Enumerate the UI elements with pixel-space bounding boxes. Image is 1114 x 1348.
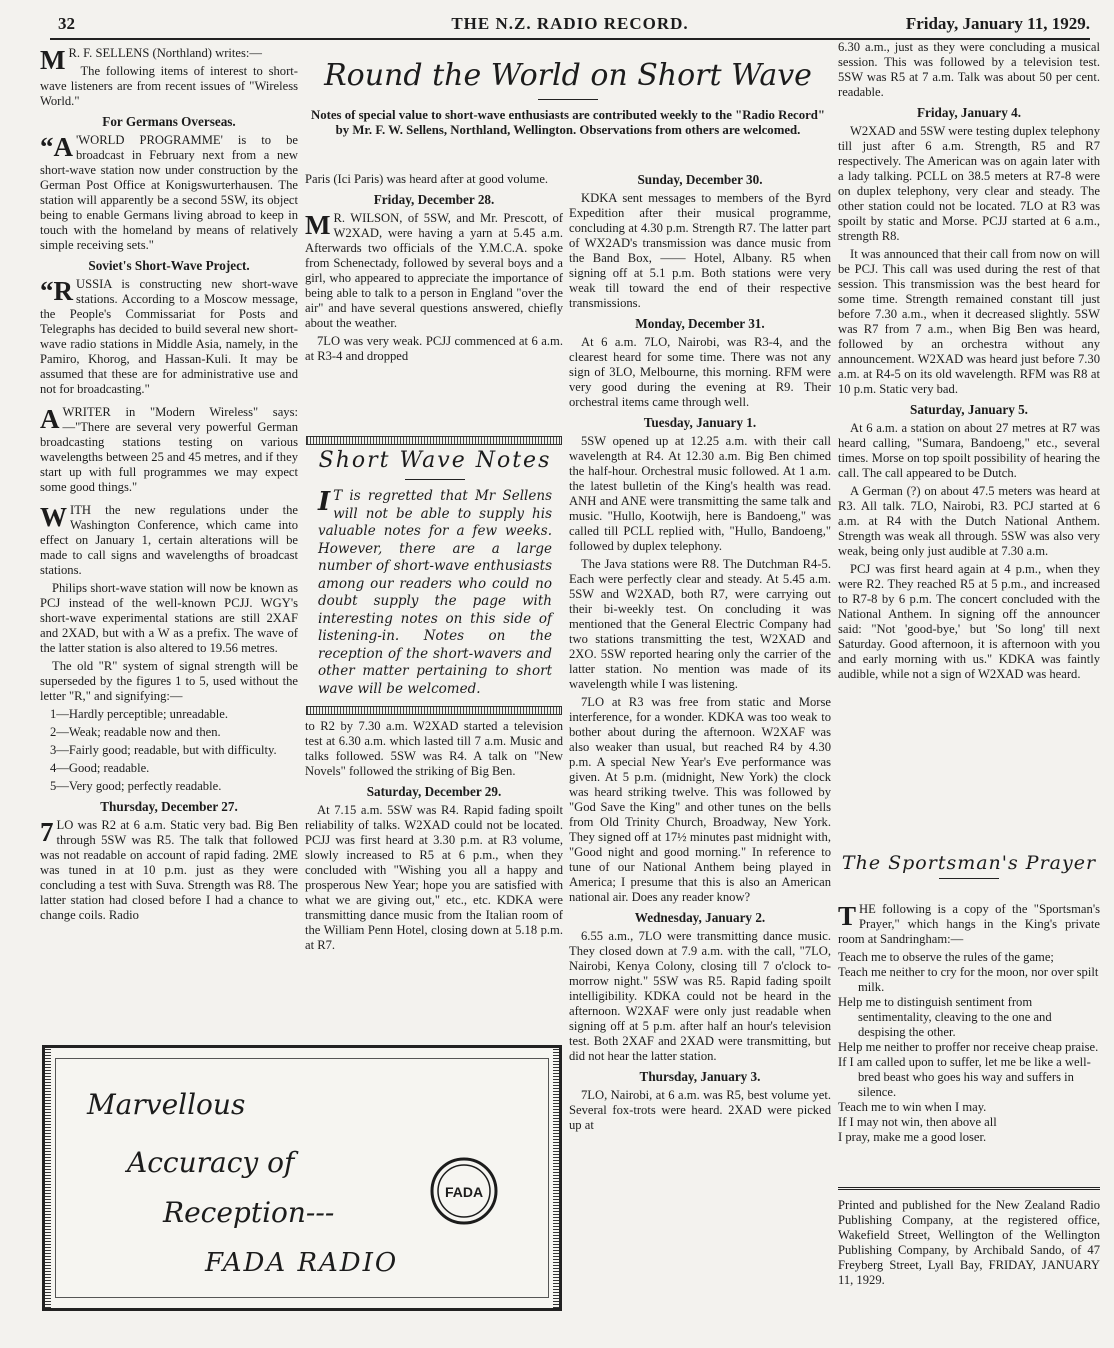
soviet-text: USSIA is constructing new short-wave stations. According to a Moscow message, the People's Commissariat for Posts and Telegraphs has decided to build several new short-wave radio stations in Middle Asia, namely, in the Pamiro, Khorog, and Hassan-Kuli. It may be assumed that these are for administrative use and not for broadcasting." (40, 277, 298, 396)
drop-cap: M (40, 45, 66, 75)
prayer-line: I pray, make me a good loser. (838, 1130, 987, 1144)
drop-cap: “A (40, 132, 73, 162)
saturday-text: At 7.15 a.m. 5SW was R4. Rapid fading spoilt reliability of talks. W2XAD could not be located. PCJJ was first heard at 3.30 p.m. at R3 volume, slowly increased to R5 at 6 p.m., when they concluded with "Wishing you all a happy and prosperous New Year; hope you are satisfied with what we are giving out," etc., etc. KDKA were transmitting dance music from the Italian room of the William Penn Hotel, closing down at 5.18 p.m. at R7. (305, 803, 563, 952)
heading-thursday-dec-27: Thursday, December 27. (100, 799, 238, 814)
signal-system-paragraph: The old "R" system of signal strength will be superseded by the figures 1 to 5, used without the letter "R," and signifying:— (40, 659, 298, 703)
prayer-line: Teach me neither to cry for the moon, nor over spilt milk. (838, 965, 1099, 994)
prayer-line: Teach me to win when I may. (838, 1100, 987, 1114)
divider (939, 878, 999, 879)
fada-radio-advertisement (42, 1045, 562, 1311)
continued-paragraph: 6.30 a.m., just as they were concluding a musical session. This was followed by a television test. 5SW was R5 at 7 a.m. Talk was about 50 per cent. readable. (838, 40, 1100, 99)
philips-paragraph: Philips short-wave station will now be known as PCJ instead of the well-known PCJJ. WGY's short-wave experimental stations are still 2XAF and 2XAD, but with a W as a prefix. The wave of the latter station is also altered to 19.56 metres. (40, 581, 298, 655)
drop-cap: T (838, 901, 857, 931)
short-wave-notes-box (308, 448, 562, 698)
page-header (50, 14, 1090, 40)
hatched-rule (306, 436, 562, 445)
writer-text: WRITER in "Modern Wireless" says:—"There are several very powerful German broadcasting stations testing on various wavelengths between 25 and 45 metres, and if they start up with full programmes we may expect some good things." (40, 405, 298, 494)
heading-wednesday-jan-2: Wednesday, January 2. (634, 910, 766, 925)
prayer-body (838, 902, 1100, 1145)
monday-text: At 6 a.m. 7LO, Nairobi, was R3-4, and the clearest heard for some time. There was not any sign of 3LO, Melbourne, this morning. RFM were very good during the evening at R9. Their orchestral items came through well. (569, 335, 831, 409)
drop-cap: W (40, 502, 67, 532)
seven-lo-text: 7LO at R3 was free from static and Morse interference, for a wonder. KDKA was too weak to bother about during the afternoon. W2XAF was also weaker than usual, but reached R4 by 4.30 p.m. A special New Year's Eve performance was given. At 5 p.m. (midnight, New York) the clock was heard striking twelve. This was followed by "God Save the King" and other tunes on the bells from Old Trinity Church, Broadway, New York. They signed off at 17½ minutes past midnight with, "Good night and good morning." In reference to tune of our National Anthem being played in America; I presume that this is also an American national air. Does any reader know? (569, 695, 831, 904)
prayer-line: Help me neither to proffer nor receive cheap praise. (838, 1040, 1099, 1054)
prayer-heading (838, 852, 1100, 887)
ad-border-pattern (45, 1048, 51, 1308)
issue-date: Friday, January 11, 1929. (905, 14, 1090, 33)
scale-item: 2—Weak; readable now and then. (50, 725, 221, 739)
column-2-upper (305, 172, 563, 367)
prayer-title: The Sportsman's Prayer (841, 852, 1097, 874)
page-number: 32 (58, 14, 75, 33)
heading-saturday-dec-29: Saturday, December 29. (366, 784, 502, 799)
intro-paragraph: The following items of interest to short-wave listeners are from recent issues of "Wireless World." (40, 64, 298, 108)
column-2-lower (305, 719, 563, 956)
thursday-text: LO was R2 at 6 a.m. Static very bad. Big Ben through 5SW was R5. The talk that followed was not readable on account of rapid fading. 2ME was tuned in at 10 p.m. just as they were concluding a test with Suva. Strength was R8. The latter station had closed before I had a chance to change coils. Radio (40, 818, 298, 922)
intro-text: R. F. SELLENS (Northland) writes:— (68, 46, 262, 60)
scale-item: 5—Very good; perfectly readable. (50, 779, 222, 793)
column-3 (569, 172, 831, 1136)
heading-sunday-dec-30: Sunday, December 30. (637, 172, 763, 187)
sunday-text: KDKA sent messages to members of the Byrd Expedition after their musical programme, concluding at 4.30 p.m. Strength R7. The latter part of WX2AD's transmission was dance music from the Band Box, —— Hotel, Albany. R5 when signing off at 5.1 p.m. Both stations were very weak till toward the end of their respective transmissions. (569, 191, 831, 310)
paris-paragraph: Paris (Ici Paris) was heard after at good volume. (305, 172, 549, 186)
heading-thursday-jan-3: Thursday, January 3. (639, 1069, 761, 1084)
scale-item: 3—Fairly good; readable, but with difficulty. (50, 743, 277, 757)
ad-border-pattern (553, 1048, 559, 1308)
divider (405, 479, 465, 480)
section-banner (305, 46, 831, 138)
drop-cap: I (318, 487, 331, 517)
heading-monday-dec-31: Monday, December 31. (635, 316, 765, 331)
prayer-line: If I may not win, then above all (838, 1115, 997, 1129)
german-text: A German (?) on about 47.5 meters was heard at R3. All talk. 7LO, Nairobi, R3. PCJ started at 6 a.m. at R4 with the Dutch National Anthem. Strength was weak all through. 5SW was also very weak, being only just audible at 7.30 a.m. (838, 484, 1100, 558)
heading-friday-dec-28: Friday, December 28. (373, 192, 495, 207)
hatched-rule (306, 706, 562, 715)
friday-jan-4-text-2: It was announced that their call from now on will be PCJ. This call was used during the rest of that session. This transmission was the best heard for some time. Strength remained constant till just before 7.30 a.m., when it decreased slightly. 5SW was R7 from 7 a.m., when Big Ben was heard, followed by an orchestra without any announcement. W2XAD was heard just before 7.30 a.m. at R4-5 on its old wavelength. RFM was R8 at 10 p.m. Static very bad. (838, 247, 1100, 396)
drop-cap: 7 (40, 817, 54, 847)
germans-text: 'WORLD PROGRAMME' is to be broadcast in February next from a new short-wave station now under construction by the German Post Office at Konigswurterhausen. The station will apparently be a second 5SW, its object being to enable Germans living abroad to keep in touch with the homeland by means of relatively simple receiving sets." (40, 133, 298, 252)
masthead: THE N.Z. RADIO RECORD. (451, 14, 689, 33)
friday-text-2: 7LO was very weak. PCJJ commenced at 6 a.m. at R3-4 and dropped (305, 334, 563, 363)
column-1 (40, 46, 298, 926)
tuesday-text: 5SW opened up at 12.25 a.m. with their call wavelength at R4. At 12.30 a.m. Big Ben chimed the half-hour. Orchestral music followed. At 1 a.m. the latest bulletin of the King's health was read. ANH and ANE were transmitting the same talk and music. "Hullo, Kootwijh, here is Bandoeng," was called till PCLL replied with, "Hullo, Bandoeng," followed by duplex telephony. (569, 434, 831, 553)
friday-jan-4-text: W2XAD and 5SW were testing duplex telephony till just after 6 a.m. Strength, R5 and R7 respectively. The American was on again later with a lady talking. PCLL on 38.5 meters at R7-8 were on duplex telephony, very clear and steady. The other station could not be located. 7LO at R3 was spoilt by static and Morse. PCJJ started at 6 a.m., strength R8. (838, 124, 1100, 243)
ad-line-4: FADA RADIO (205, 1248, 399, 1278)
continued-paragraph: to R2 by 7.30 a.m. W2XAD started a television test at 6.30 a.m. which lasted till 7 a.m. Music and talks followed. 5SW was R4. A talk on "New Novels" followed the striking of Big Ben. (305, 719, 563, 778)
scale-item: 4—Good; readable. (50, 761, 150, 775)
scale-item: 1—Hardly perceptible; unreadable. (50, 707, 228, 721)
regulations-text: ITH the new regulations under the Washington Conference, which came into effect on January 1, certain alterations will be made to call signs and wavelengths of broadcast stations. (40, 503, 298, 577)
divider (538, 99, 598, 100)
thursday-jan-3-text: 7LO, Nairobi, at 6 a.m. was R5, best volume yet. Several fox-trots were heard. 2XAD were picked up at (569, 1088, 831, 1132)
ad-line-3: Reception--- (163, 1196, 335, 1229)
fada-logo-icon (429, 1156, 499, 1226)
prayer-intro: HE following is a copy of the "Sportsman's Prayer," which hangs in the King's private room at Sandringham:— (838, 902, 1100, 946)
java-text: The Java stations were R8. The Dutchman R4-5. Each were perfectly clear and steady. At 5.45 a.m. 5SW and W2XAD, both R7, were carrying out their bi-weekly test. On concluding it was mentioned that the General Electric Company had two stations transmitting the test, W2XAD and 2XO. 5SW reported hearing only the carrier of the latter station. No mention was made of its wavelength while I was listening. (569, 557, 831, 691)
section-subtitle: Notes of special value to short-wave enthusiasts are contributed weekly to the "Radio Record" by Mr. F. W. Sellens, Northland, Wellington. Observations from others are welcomed. (310, 108, 826, 137)
heading-soviet-project: Soviet's Short-Wave Project. (88, 258, 250, 273)
logo-text: FADA (444, 1184, 484, 1200)
prayer-line: Teach me to observe the rules of the game; (838, 950, 1054, 964)
drop-cap: A (40, 404, 60, 434)
friday-text: R. WILSON, of 5SW, and Mr. Prescott, of W2XAD, were having a yarn at 5.45 a.m. Afterwards two officials of the Y.M.C.A. spoke from Schenectady, followed by several boys and a girl, who appeared to appreciate the importance of being able to talk to a person in England "over the air" and have several questions answered, chiefly about the weather. (305, 211, 563, 330)
ad-line-2: Accuracy of (127, 1146, 295, 1179)
box-text: T is regretted that Mr Sellens will not be able to supply his valuable notes for a few weeks. However, there are a large number of short-wave enthusiasts among our readers who could no doubt supply the page with interesting notes on this side of listening-in. Notes on the reception of the short-wavers and other matter pertaining to short wave will be welcomed. (318, 488, 552, 697)
heading-tuesday-jan-1: Tuesday, January 1. (643, 415, 757, 430)
imprint: Printed and published for the New Zealand Radio Publishing Company, at the registered office, Wakefield Street, Wellington of the Wellington Publishing Company, by Archibald Sando, of 47 Freyberg Street, Lyall Bay, FRIDAY, JANUARY 11, 1929. (838, 1187, 1100, 1288)
section-title: Round the World on Short Wave (324, 58, 812, 93)
pcj-text: PCJ was first heard again at 4 p.m., when they were R2. They reached R5 at 5 p.m., and increased to R7-8 by 6 p.m. The concert concluded with the National Anthem. In signing off the announcer said: "Not 'good-bye,' but 'So long' till next Saturday. Good afternoon, it is afternoon with you and early morning with us." KDKA was faintly audible, while not a sign of W2XAD was heard. (838, 562, 1100, 681)
heading-germans-overseas: For Germans Overseas. (102, 114, 236, 129)
drop-cap: M (305, 210, 331, 240)
ad-line-1: Marvellous (87, 1088, 246, 1121)
wednesday-text: 6.55 a.m., 7LO were transmitting dance music. They closed down at 7.9 a.m. with the call, "7LO, Nairobi, Kenya Colony, closing till 7 o'clock to-morrow night." 5SW was R5. Rapid fading spoilt intelligibility. KDKA could not be heard in the afternoon. W2XAF were only just readable when signing off at 5 p.m. after half an hour's television test. Both 2XAF and 2XAD were transmitting, but did not hear the latter station. (569, 929, 831, 1063)
heading-saturday-jan-5: Saturday, January 5. (910, 402, 1028, 417)
heading-friday-jan-4: Friday, January 4. (916, 105, 1022, 120)
drop-cap: “R (40, 276, 73, 306)
prayer-line: If I am called upon to suffer, let me be like a well-bred beast who goes his way and suffers in silence. (838, 1055, 1091, 1099)
saturday-jan-5-text: At 6 a.m. a station on about 27 metres at R7 was heard calling, "Sumara, Bandoeng," etc., several times. Morse on top spoilt possibility of hearing the call. The call appeared to be Dutch. (838, 421, 1100, 480)
prayer-line: Help me to distinguish sentiment from sentimentality, cleaving to the one and despising the other. (838, 995, 1052, 1039)
column-4 (838, 40, 1100, 685)
box-title: Short Wave Notes (318, 448, 552, 473)
